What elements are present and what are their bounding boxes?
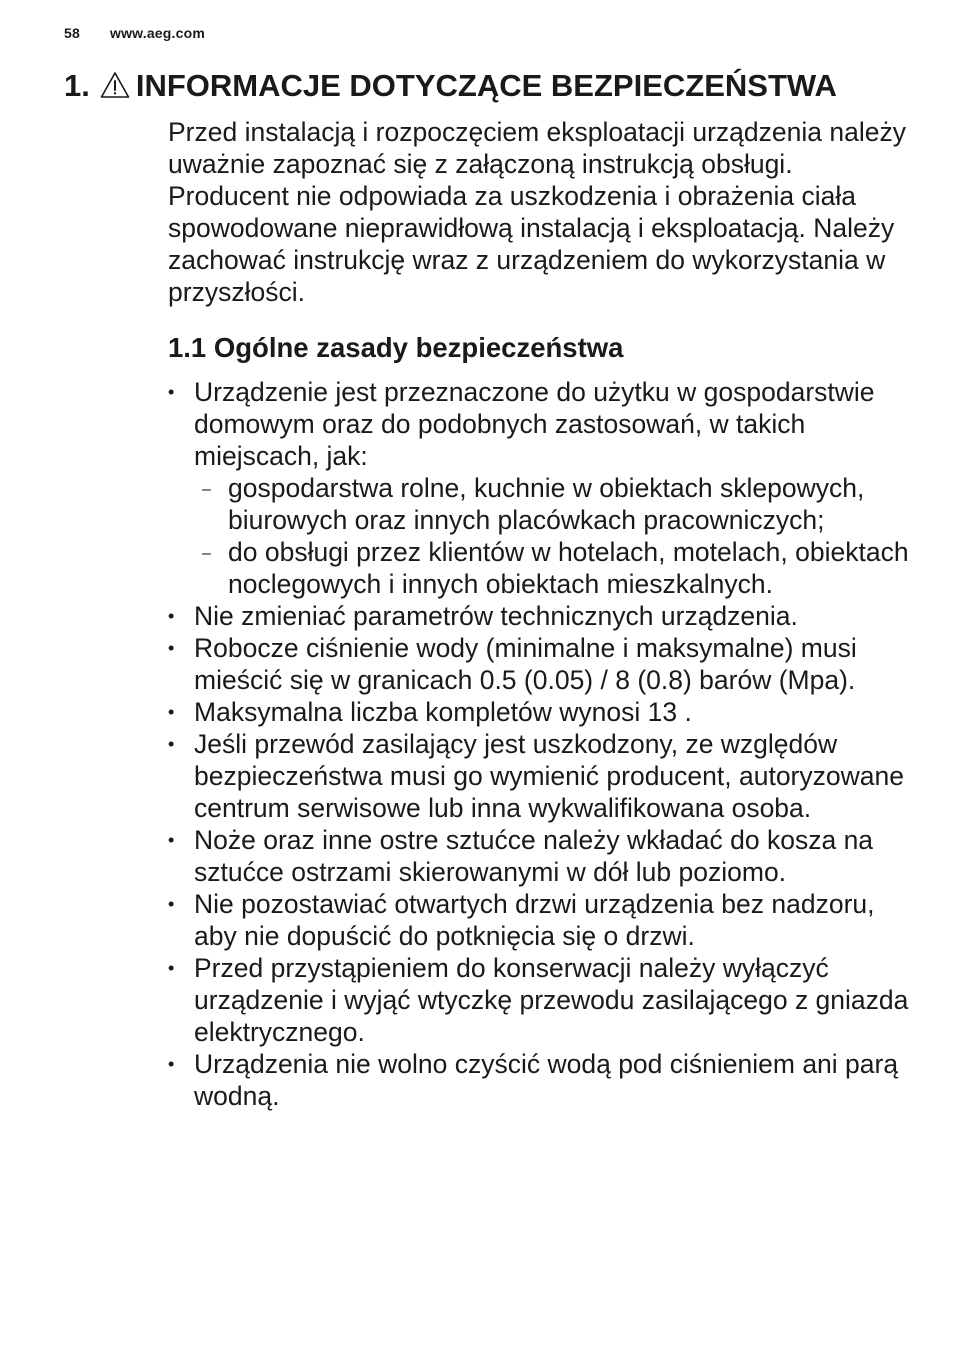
- intro-paragraph: Przed instalacją i rozpoczęciem eksploatacji urządzenia należy uważnie zapoznać się z załączoną instrukcją obsługi. Producent nie odpowiada za uszkodzenia i obrażenia ciała spowodowane nieprawidłową instalacją i eksploatacją. Należy zachować instrukcję wraz z urządzeniem do wykorzystania w przyszłości.: [168, 117, 906, 307]
- section-title-text: INFORMACJE DOTYCZĄCE BEZPIECZEŃSTWA: [135, 68, 837, 103]
- bullet-marker: •: [168, 702, 175, 722]
- sub-list: [194, 472, 913, 600]
- dash-marker: –: [202, 545, 211, 562]
- section-number: 1.: [64, 68, 90, 103]
- bullet-marker: •: [168, 830, 175, 850]
- list-item-text: Noże oraz inne ostre sztućce należy wkładać do kosza na sztućce ostrzami skierowanymi w dół lub poziomo.: [194, 825, 874, 887]
- page-header: [64, 25, 205, 41]
- bullet-marker: •: [168, 382, 175, 402]
- list-item: [168, 888, 913, 952]
- list-item-text: Jeśli przewód zasilający jest uszkodzony, ze względów bezpieczeństwa musi go wymienić producent, autoryzowane centrum serwisowe lub inna wykwalifikowana osoba.: [194, 729, 904, 823]
- list-item-text: Przed przystąpieniem do konserwacji należy wyłączyć urządzenie i wyjąć wtyczkę przewodu zasilającego z gniazda elektrycznego.: [194, 953, 909, 1047]
- list-item: [168, 952, 913, 1048]
- list-item: [168, 632, 913, 696]
- safety-rules-list: [168, 376, 913, 1112]
- bullet-marker: •: [168, 894, 175, 914]
- list-item-text: Urządzenie jest przeznaczone do użytku w gospodarstwie domowym oraz do podobnych zastosowań, w takich miejscach, jak:: [194, 377, 875, 471]
- list-item-text: Nie pozostawiać otwartych drzwi urządzenia bez nadzoru, aby nie dopuścić do potknięcia się o drzwi.: [194, 889, 875, 951]
- list-item-text: Urządzenia nie wolno czyścić wodą pod ciśnieniem ani parą wodną.: [194, 1049, 899, 1111]
- list-item: [168, 728, 913, 824]
- list-item: [168, 600, 913, 632]
- sub-list-item: [194, 536, 913, 600]
- dash-marker: –: [202, 481, 211, 498]
- bullet-marker: •: [168, 734, 175, 754]
- bullet-marker: •: [168, 606, 175, 626]
- sub-list-item: [194, 472, 913, 536]
- warning-triangle-icon: [100, 71, 130, 99]
- list-item: [168, 696, 913, 728]
- sub-list-item-text: do obsługi przez klientów w hotelach, motelach, obiektach noclegowych i innych obiektach mieszkalnych.: [228, 537, 909, 599]
- section-title: [64, 68, 837, 104]
- list-item: [168, 376, 913, 600]
- list-item-text: Maksymalna liczba kompletów wynosi 13 .: [194, 697, 692, 727]
- list-item-text: Robocze ciśnienie wody (minimalne i maksymalne) musi mieścić się w granicach 0.5 (0.05) / 8 (0.8) barów (Mpa).: [194, 633, 857, 695]
- main-content: [168, 116, 913, 1112]
- list-item-text: Nie zmieniać parametrów technicznych urządzenia.: [194, 601, 798, 631]
- list-item: [168, 1048, 913, 1112]
- sub-list-item-text: gospodarstwa rolne, kuchnie w obiektach sklepowych, biurowych oraz innych placówkach pracowniczych;: [228, 473, 865, 535]
- page-number: 58: [64, 25, 80, 41]
- subsection-title: 1.1 Ogólne zasady bezpieczeństwa: [168, 332, 624, 363]
- list-item: [168, 824, 913, 888]
- bullet-marker: •: [168, 1054, 175, 1074]
- bullet-marker: •: [168, 958, 175, 978]
- bullet-marker: •: [168, 638, 175, 658]
- website-url: www.aeg.com: [109, 25, 206, 41]
